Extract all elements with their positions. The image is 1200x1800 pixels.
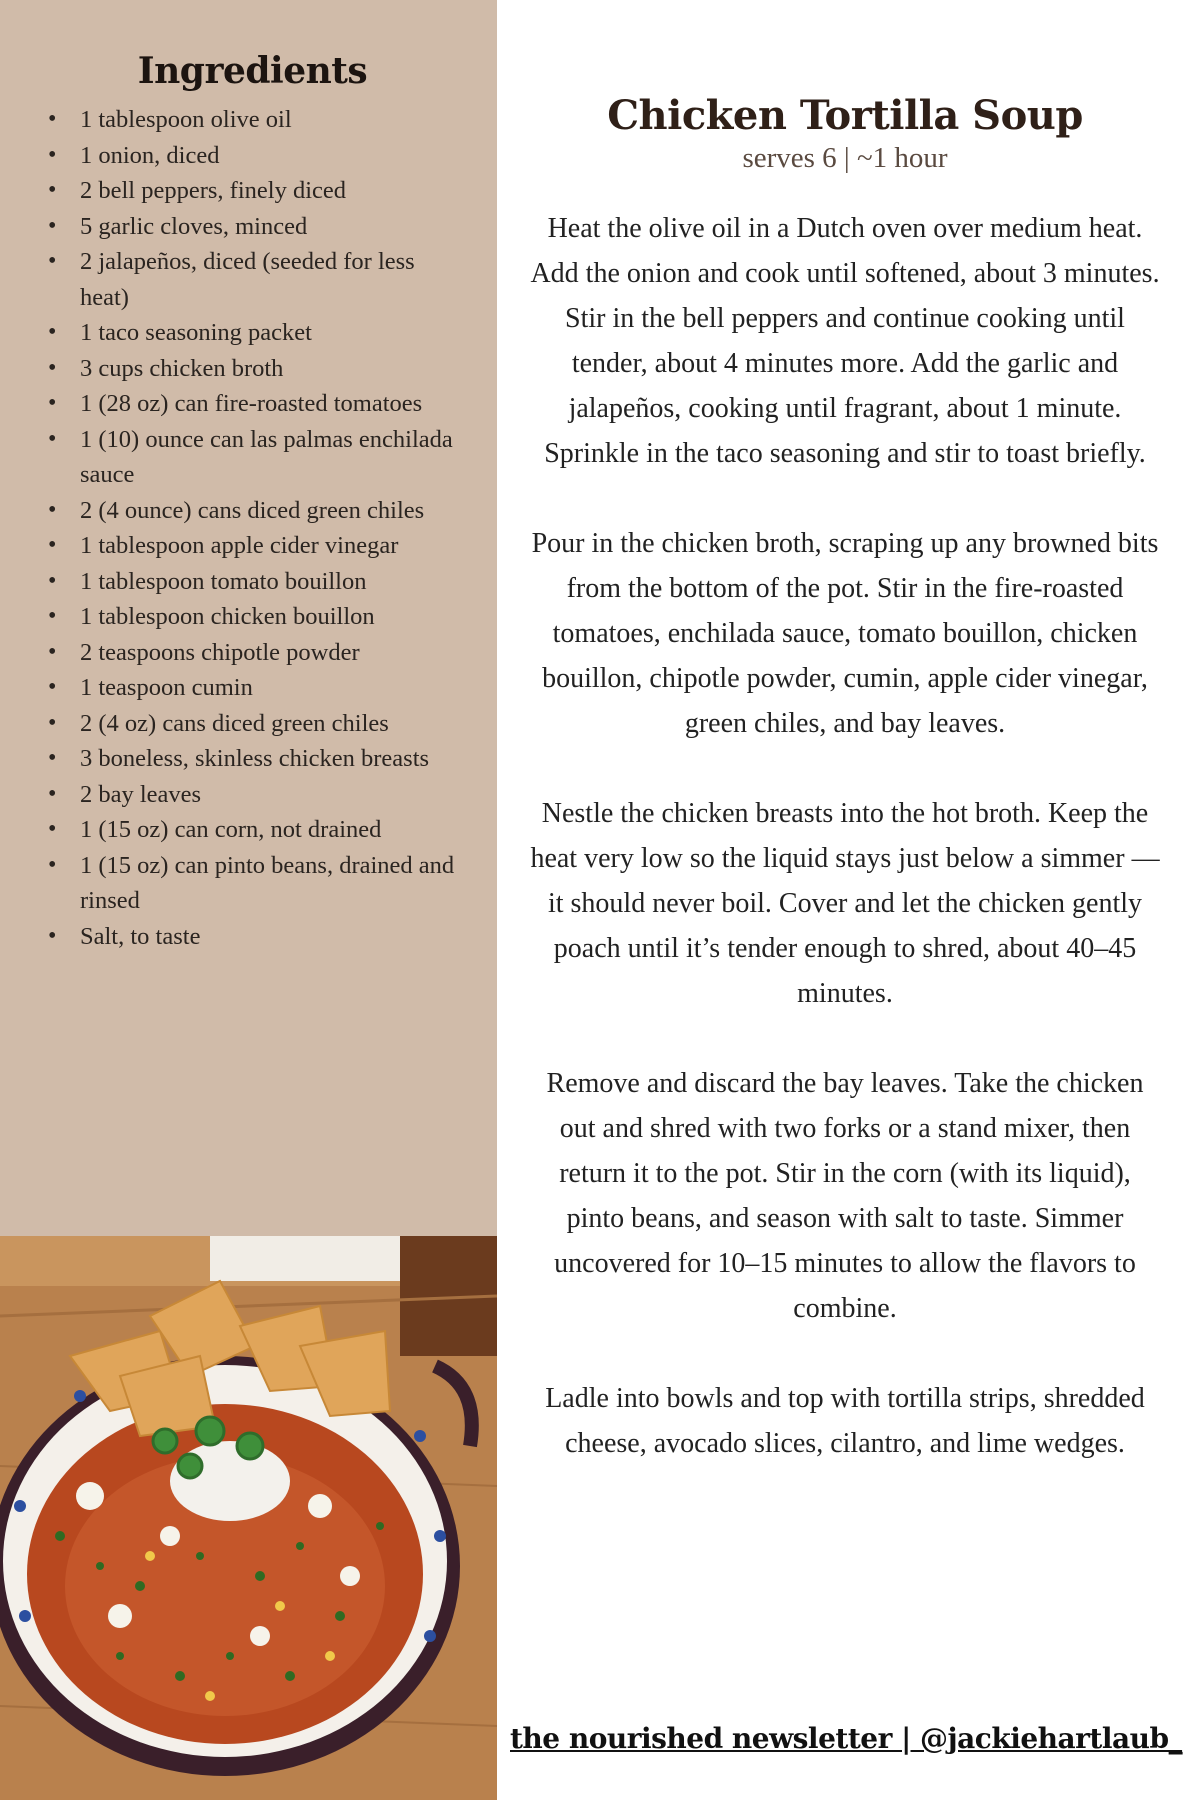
ingredients-panel — [0, 0, 497, 1236]
ingredient-item: • 2 teaspoons chipotle powder — [48, 635, 457, 671]
ingredient-item: • 1 onion, diced — [48, 138, 457, 174]
ingredient-item: • 1 teaspoon cumin — [48, 670, 457, 706]
ingredients-title: Ingredients — [137, 50, 368, 92]
ingredient-item: • 1 (10) ounce can las palmas enchilada sauce — [48, 422, 457, 493]
ingredient-item: • 1 taco seasoning packet — [48, 315, 457, 351]
soup-bowl-illustration — [0, 1236, 497, 1800]
ingredient-item: • 2 bay leaves — [48, 777, 457, 813]
newsletter-footer[interactable]: the nourished newsletter | @jackiehartlaub_ — [510, 1722, 1183, 1755]
ingredient-item: • Salt, to taste — [48, 919, 457, 955]
ingredient-item: • 1 (15 oz) can corn, not drained — [48, 812, 457, 848]
ingredient-item: • 2 (4 ounce) cans diced green chiles — [48, 493, 457, 529]
ingredient-item: • 5 garlic cloves, minced — [48, 209, 457, 245]
recipe-panel — [510, 0, 1183, 1800]
ingredient-item: • 3 cups chicken broth — [48, 351, 457, 387]
ingredient-item: • 1 tablespoon apple cider vinegar — [48, 528, 457, 564]
step-paragraph: Heat the olive oil in a Dutch oven over medium heat. Add the onion and cook until softened, about 3 minutes. Stir in the bell peppers and continue cooking until tender, about 4 minutes more. Add the garlic and jalapeños, cooking until fragrant, about 1 minute. Sprinkle in the taco seasoning and stir to toast briefly. — [530, 213, 1160, 469]
ingredient-item: • 1 tablespoon chicken bouillon — [48, 599, 457, 635]
step-paragraph: Nestle the chicken breasts into the hot broth. Keep the heat very low so the liquid stays just below a simmer — it should never boil. Cover and let the chicken gently poach until it’s tender enough to shred, about 40–45 minutes. — [530, 798, 1160, 1009]
ingredients-list — [48, 102, 457, 954]
ingredient-item: • 2 bell peppers, finely diced — [48, 173, 457, 209]
ingredient-item: • 1 (15 oz) can pinto beans, drained and rinsed — [48, 848, 457, 919]
ingredient-item: • 1 tablespoon olive oil — [48, 102, 457, 138]
ingredient-item: • 2 jalapeños, diced (seeded for less heat) — [48, 244, 457, 315]
ingredient-item: • 3 boneless, skinless chicken breasts — [48, 741, 457, 777]
soup-bowl-photo — [0, 1236, 497, 1800]
recipe-steps — [530, 206, 1160, 1511]
recipe-meta: serves 6 | ~1 hour — [742, 142, 948, 174]
step-paragraph: Ladle into bowls and top with tortilla strips, shredded cheese, avocado slices, cilantro, and lime wedges. — [545, 1383, 1145, 1459]
ingredient-item: • 1 tablespoon tomato bouillon — [48, 564, 457, 600]
step-paragraph: Remove and discard the bay leaves. Take the chicken out and shred with two forks or a stand mixer, then return it to the pot. Stir in the corn (with its liquid), pinto beans, and season with salt to taste. Simmer uncovered for 10–15 minutes to allow the flavors to combine. — [546, 1068, 1144, 1324]
recipe-title: Chicken Tortilla Soup — [607, 92, 1083, 139]
step-paragraph: Pour in the chicken broth, scraping up any browned bits from the bottom of the pot. Stir in the fire-roasted tomatoes, enchilada sauce, tomato bouillon, chicken bouillon, chipotle powder, cumin, apple cider vinegar, green chiles, and bay leaves. — [531, 528, 1159, 739]
ingredient-item: • 1 (28 oz) can fire-roasted tomatoes — [48, 386, 457, 422]
ingredient-item: • 2 (4 oz) cans diced green chiles — [48, 706, 457, 742]
